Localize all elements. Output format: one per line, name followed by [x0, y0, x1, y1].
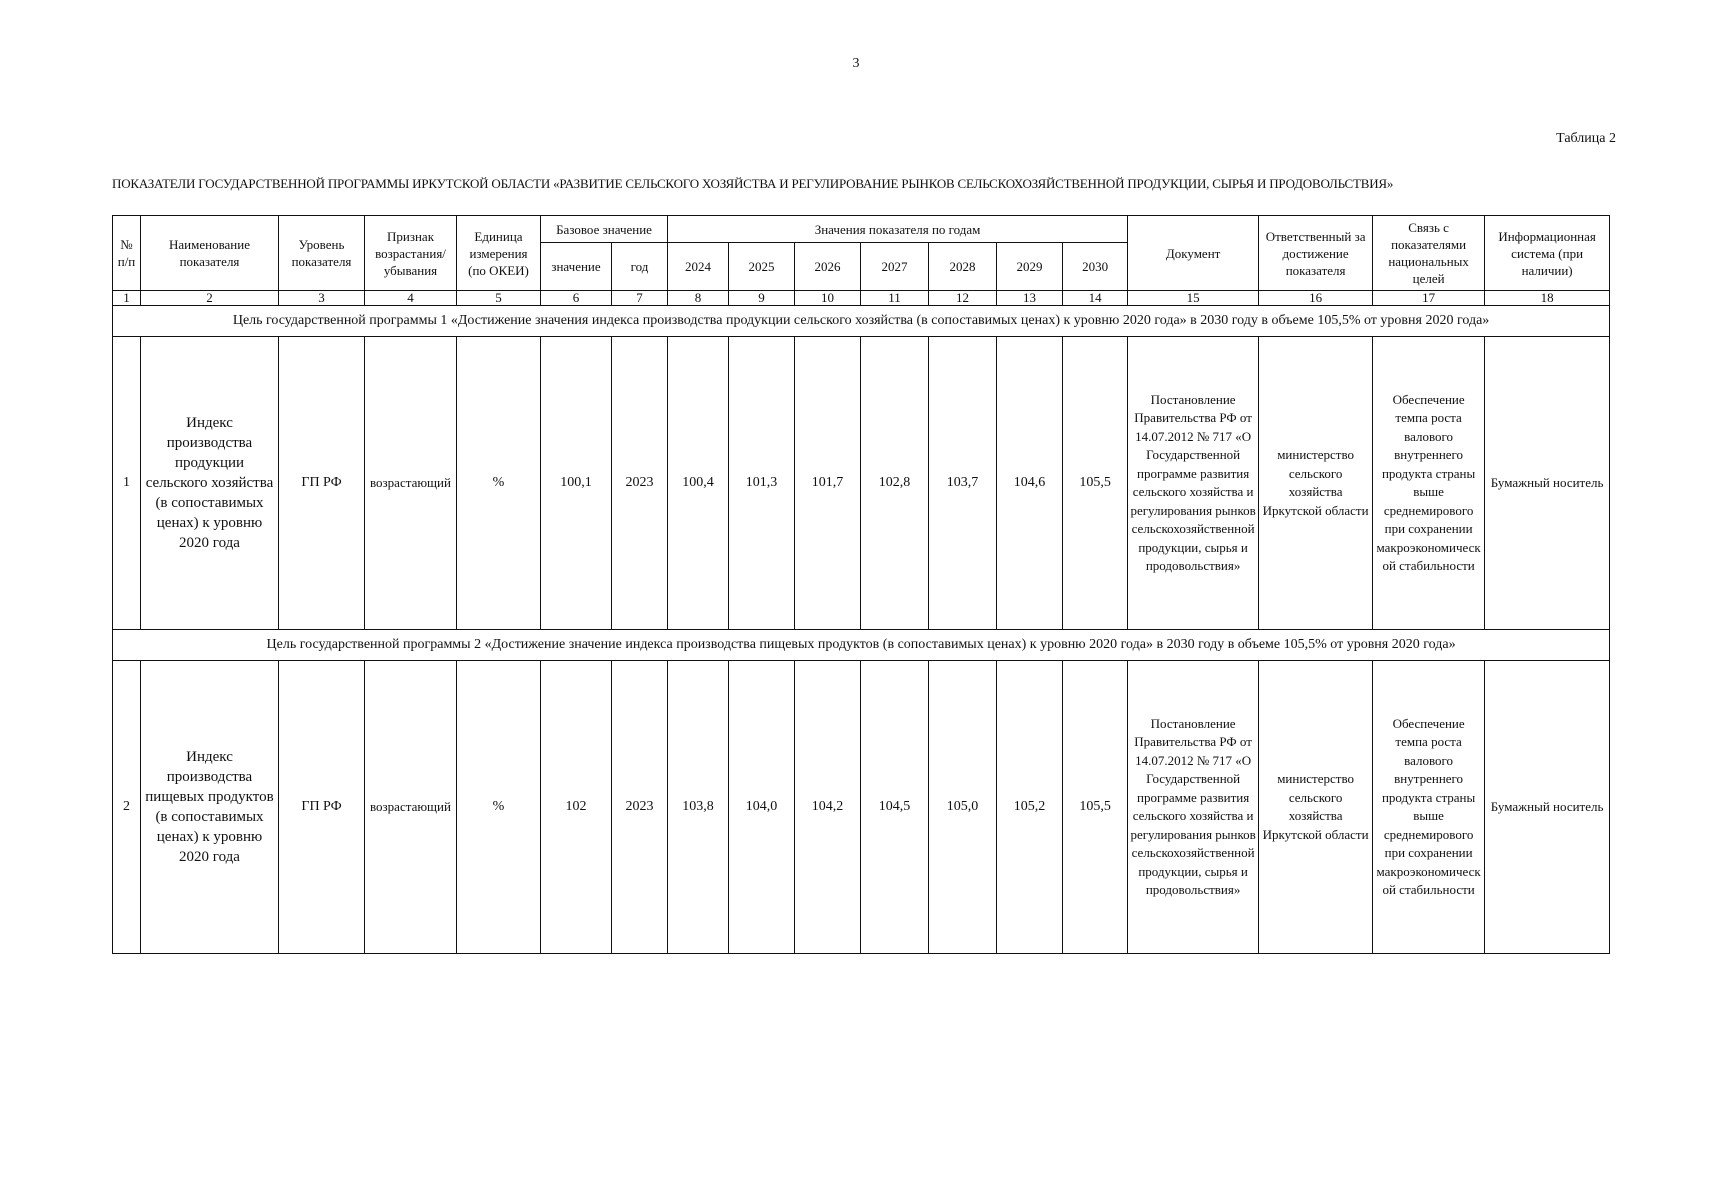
header-year-2026: 2026 — [795, 243, 861, 291]
row-value-2029: 105,2 — [997, 661, 1063, 954]
row-responsible: министерство сельского хозяйства Иркутской области — [1259, 661, 1373, 954]
col-number: 17 — [1373, 291, 1485, 306]
goal-text: Цель государственной программы 2 «Достижение значение индекса производства пищевых продуктов (в сопоставимых ценах) к уровню 2020 года» в 2030 году в объеме 105,5% от уровня 2020 года» — [113, 630, 1610, 661]
col-number: 8 — [668, 291, 729, 306]
col-number: 14 — [1063, 291, 1128, 306]
row-level: ГП РФ — [279, 661, 365, 954]
row-value-2028: 105,0 — [929, 661, 997, 954]
header-year-2029: 2029 — [997, 243, 1063, 291]
col-number: 7 — [612, 291, 668, 306]
row-link: Обеспечение темпа роста валового внутреннего продукта страны выше среднемирового при сохранении макроэкономической стабильности — [1373, 661, 1485, 954]
row-unit: % — [457, 337, 541, 630]
col-number: 18 — [1485, 291, 1610, 306]
header-level: Уровень показателя — [279, 216, 365, 291]
document-title: ПОКАЗАТЕЛИ ГОСУДАРСТВЕННОЙ ПРОГРАММЫ ИРКУТСКОЙ ОБЛАСТИ «РАЗВИТИЕ СЕЛЬСКОГО ХОЗЯЙСТВА И РЕГУЛИРОВАНИЕ РЫНКОВ СЕЛЬСКОХОЗЯЙСТВЕННОЙ ПРОДУКЦИИ, СЫРЬЯ И ПРОДОВОЛЬСТВИЯ» — [112, 176, 1394, 191]
row-value-2025: 101,3 — [729, 337, 795, 630]
table-row — [113, 661, 1610, 954]
row-value-2028: 103,7 — [929, 337, 997, 630]
row-sign: возрастающий — [365, 337, 457, 630]
header-base-value: значение — [541, 243, 612, 291]
header-name: Наименование показателя — [141, 216, 279, 291]
row-name: Индекс производства пищевых продуктов (в сопоставимых ценах) к уровню 2020 года — [141, 661, 279, 954]
goal-row — [113, 630, 1610, 661]
row-info: Бумажный носитель — [1485, 661, 1610, 954]
col-number: 1 — [113, 291, 141, 306]
col-number: 12 — [929, 291, 997, 306]
row-num: 1 — [113, 337, 141, 630]
header-link: Связь с показателями национальных целей — [1373, 216, 1485, 291]
col-number: 15 — [1128, 291, 1259, 306]
row-name: Индекс производства продукции сельского хозяйства (в сопоставимых ценах) к уровню 2020 года — [141, 337, 279, 630]
header-year-2024: 2024 — [668, 243, 729, 291]
header-row-1 — [113, 216, 1610, 243]
row-value-2024: 103,8 — [668, 661, 729, 954]
row-responsible: министерство сельского хозяйства Иркутской области — [1259, 337, 1373, 630]
header-year-2030: 2030 — [1063, 243, 1128, 291]
row-value-2026: 104,2 — [795, 661, 861, 954]
row-document: Постановление Правительства РФ от 14.07.2012 № 717 «О Государственной программе развития сельского хозяйства и регулирования рынков сельскохозяйственной продукции, сырья и продовольствия» — [1128, 337, 1259, 630]
table-label: Таблица 2 — [1556, 131, 1616, 146]
header-info: Информационная система (при наличии) — [1485, 216, 1610, 291]
column-numbers-row — [113, 291, 1610, 306]
header-base-year: год — [612, 243, 668, 291]
header-years-title: Значения показателя по годам — [668, 216, 1128, 243]
header-year-2027: 2027 — [861, 243, 929, 291]
col-number: 5 — [457, 291, 541, 306]
col-number: 10 — [795, 291, 861, 306]
row-value-2030: 105,5 — [1063, 661, 1128, 954]
indicators-table-wrapper — [112, 215, 1609, 954]
header-sign: Признак возрастания/ убывания — [365, 216, 457, 291]
col-number: 2 — [141, 291, 279, 306]
row-value-2025: 104,0 — [729, 661, 795, 954]
header-responsible: Ответственный за достижение показателя — [1259, 216, 1373, 291]
col-number: 11 — [861, 291, 929, 306]
header-base: Базовое значение — [541, 216, 668, 243]
header-unit: Единица измерения (по ОКЕИ) — [457, 216, 541, 291]
header-year-2025: 2025 — [729, 243, 795, 291]
col-number: 4 — [365, 291, 457, 306]
row-value-2029: 104,6 — [997, 337, 1063, 630]
col-number: 13 — [997, 291, 1063, 306]
row-value-2027: 104,5 — [861, 661, 929, 954]
row-value-2024: 100,4 — [668, 337, 729, 630]
col-number: 3 — [279, 291, 365, 306]
row-value-2027: 102,8 — [861, 337, 929, 630]
row-num: 2 — [113, 661, 141, 954]
row-unit: % — [457, 661, 541, 954]
row-base-year: 2023 — [612, 661, 668, 954]
table-row — [113, 337, 1610, 630]
goal-text: Цель государственной программы 1 «Достижение значения индекса производства продукции сельского хозяйства (в сопоставимых ценах) к уровню 2020 года» в 2030 году в объеме 105,5% от уровня 2020 года» — [113, 306, 1610, 337]
header-num: № п/п — [113, 216, 141, 291]
row-base-year: 2023 — [612, 337, 668, 630]
col-number: 16 — [1259, 291, 1373, 306]
page-number: 3 — [852, 56, 860, 71]
col-number: 6 — [541, 291, 612, 306]
row-sign: возрастающий — [365, 661, 457, 954]
row-base-value: 100,1 — [541, 337, 612, 630]
row-document: Постановление Правительства РФ от 14.07.2012 № 717 «О Государственной программе развития сельского хозяйства и регулирования рынков сельскохозяйственной продукции, сырья и продовольствия» — [1128, 661, 1259, 954]
row-info: Бумажный носитель — [1485, 337, 1610, 630]
row-value-2026: 101,7 — [795, 337, 861, 630]
row-link: Обеспечение темпа роста валового внутреннего продукта страны выше среднемирового при сохранении макроэкономической стабильности — [1373, 337, 1485, 630]
row-level: ГП РФ — [279, 337, 365, 630]
col-number: 9 — [729, 291, 795, 306]
row-value-2030: 105,5 — [1063, 337, 1128, 630]
goal-row — [113, 306, 1610, 337]
row-base-value: 102 — [541, 661, 612, 954]
indicators-table — [112, 215, 1610, 954]
header-year-2028: 2028 — [929, 243, 997, 291]
header-document: Документ — [1128, 216, 1259, 291]
